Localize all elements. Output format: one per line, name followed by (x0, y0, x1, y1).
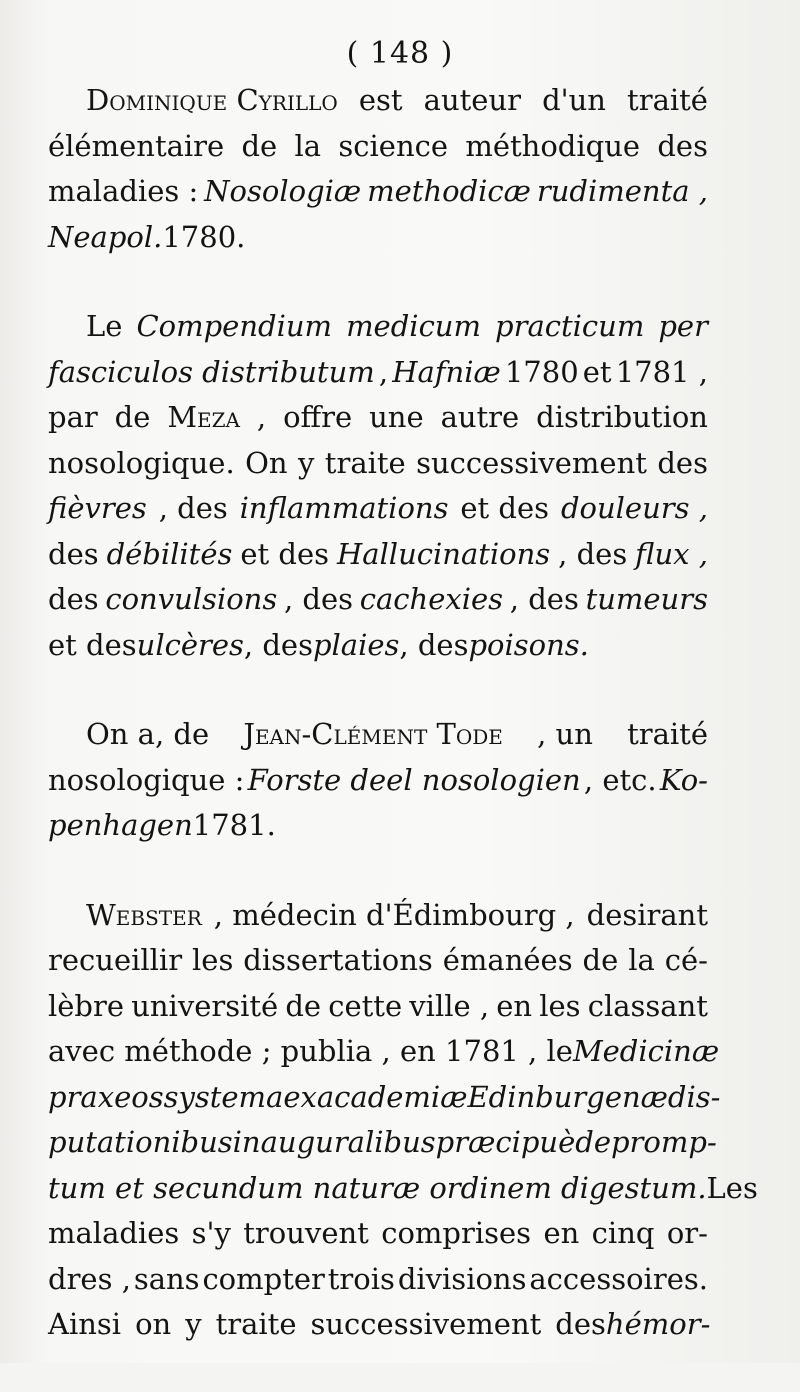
italic-word: douleurs , (560, 491, 708, 525)
word: , (256, 400, 267, 434)
author-name: Meza (167, 400, 240, 434)
word: , des (243, 627, 313, 662)
italic-word: tumeurs (585, 582, 708, 616)
word: comprises (381, 1216, 532, 1250)
italic-word: Edinburgenæ (467, 1079, 668, 1114)
italic-word: plaies (312, 627, 400, 662)
italic-word: rudimenta , (536, 174, 708, 208)
word: y (297, 445, 315, 480)
italic-word: præcipuè (435, 1125, 576, 1159)
paragraph (48, 78, 708, 260)
word: en (496, 988, 533, 1023)
italic-word: academiæ (316, 1079, 468, 1114)
word: classant (587, 988, 708, 1023)
word: ville , (409, 988, 490, 1023)
word: , des (509, 582, 579, 616)
italic-word: hémor- (605, 1307, 711, 1341)
italic-word: Ko- (659, 762, 708, 797)
word: avec méthode ; publia , en 1781 , le (48, 1034, 573, 1068)
word: maladies : (48, 174, 199, 208)
word: des (48, 536, 99, 571)
italic-word: Nosologiæ (204, 174, 362, 208)
word: et des (460, 491, 550, 525)
text-line (48, 1166, 758, 1212)
italic-word: praxeos (48, 1079, 164, 1114)
word: , médecin d'Édimbourg , (213, 897, 575, 932)
italic-word: practicum (495, 309, 645, 343)
text-line (48, 486, 708, 532)
word: la (294, 128, 322, 163)
word: et des (48, 627, 137, 662)
word: des (555, 1307, 606, 1341)
word: recueillir (48, 943, 183, 977)
word: trois (327, 1261, 395, 1296)
text-line (48, 1257, 708, 1303)
italic-word: débilités (106, 536, 233, 571)
italic-word: fièvres (48, 491, 147, 525)
word: en (543, 1216, 580, 1250)
word: de (582, 943, 619, 977)
italic-word: ulcères (136, 627, 244, 662)
text-line (48, 623, 708, 669)
text-line (48, 577, 708, 623)
word: science (338, 128, 449, 163)
word: nosologique : (48, 762, 245, 797)
word: traité (627, 717, 708, 751)
word: traite (324, 445, 406, 480)
word: successivement (310, 1307, 542, 1341)
word: est (358, 83, 403, 117)
word: des (657, 445, 708, 480)
word: 1781 , (615, 354, 708, 389)
word: dissertations (243, 943, 433, 977)
word: nosologique. (48, 445, 235, 480)
word: la (628, 943, 655, 977)
word: Ainsi (48, 1307, 122, 1341)
word: on (135, 1307, 172, 1341)
italic-word: Hallucinations (336, 536, 551, 571)
italic-word: Hafniæ (392, 354, 501, 389)
italic-word: inauguralibus (232, 1125, 436, 1159)
word: 1780 (504, 354, 579, 389)
text-line (48, 124, 708, 170)
word: 1780. (162, 219, 246, 254)
word: successivement (416, 445, 647, 480)
text-line (48, 938, 708, 984)
text-line (48, 1120, 717, 1166)
word: une (369, 400, 424, 434)
word: offre (283, 400, 353, 434)
word: autre (440, 400, 520, 434)
italic-word: tum et secundum naturæ ordinem digestum. (48, 1170, 707, 1205)
word: méthodique (465, 128, 641, 163)
italic-word: inflammations (239, 491, 449, 525)
word: compter (202, 1261, 325, 1296)
word: de (114, 400, 151, 434)
author-name: Dominique Cyrillo (86, 83, 338, 117)
word: maladies (48, 1216, 180, 1250)
word: sans (133, 1261, 200, 1296)
italic-word: dis- (667, 1079, 721, 1114)
italic-word: poisons. (468, 627, 589, 662)
word: et des (240, 536, 329, 571)
word: cinq (591, 1216, 655, 1250)
text-line (48, 758, 708, 804)
italic-word: putationibus (48, 1125, 233, 1159)
italic-word: medicum (346, 309, 481, 343)
text-line (48, 304, 708, 350)
italic-word: systema (163, 1079, 284, 1114)
italic-word: Compendium (136, 309, 333, 343)
word: trouvent (243, 1216, 369, 1250)
text-line (48, 350, 708, 396)
text-line (48, 395, 708, 441)
word: cette (328, 988, 403, 1023)
word: traite (215, 1307, 297, 1341)
word: auteur (423, 83, 521, 117)
word: s'y (191, 1216, 231, 1250)
word: de (285, 988, 322, 1023)
word: divisions (397, 1261, 527, 1296)
text-line (48, 893, 708, 939)
word: Les (706, 1170, 758, 1205)
italic-word: Neapol. (48, 219, 163, 254)
italic-word: per (658, 309, 708, 343)
paragraph (48, 712, 708, 849)
text-line (48, 532, 708, 578)
word: desirant (586, 897, 708, 932)
word: , un (537, 717, 593, 751)
word: dres , (48, 1261, 131, 1296)
italic-word: Medicinæ (572, 1034, 720, 1068)
word: accessoires. (529, 1261, 708, 1296)
word: y (185, 1307, 202, 1341)
word: lèbre (48, 988, 125, 1023)
italic-word: flux , (635, 536, 708, 571)
word: et (582, 354, 612, 389)
word: par (48, 400, 98, 434)
word: de (241, 128, 278, 163)
text-line (48, 803, 708, 849)
text-line (48, 1075, 721, 1121)
word: émanées (442, 943, 573, 977)
italic-word: Forste deel nosologien (247, 762, 581, 797)
word: les (192, 943, 234, 977)
italic-word: penhagen (48, 808, 193, 842)
page-number: ( 148 ) (346, 36, 454, 71)
word: des (48, 582, 99, 616)
word: , des (399, 627, 469, 662)
word: Le (86, 309, 123, 343)
word: distribution (536, 400, 708, 434)
word: université (131, 988, 279, 1023)
word: , des (558, 536, 628, 571)
word: 1781. (192, 808, 276, 842)
text-line (48, 984, 708, 1030)
word: , etc. (583, 762, 657, 797)
italic-word: convulsions (105, 582, 278, 616)
italic-word: methodicæ (367, 174, 531, 208)
text-line (48, 441, 708, 487)
text-line (48, 712, 708, 758)
word: On (245, 445, 288, 480)
text-line (48, 1302, 711, 1348)
word: , (378, 354, 389, 389)
word: cé- (664, 943, 708, 977)
text-line (48, 215, 708, 261)
body-text (48, 78, 758, 1392)
text-line (48, 78, 708, 124)
italic-word: depromp- (575, 1125, 717, 1159)
word: les (539, 988, 581, 1023)
italic-word: cachexies (359, 582, 504, 616)
word: des (657, 128, 708, 163)
author-name: Jean-Clément Tode (243, 717, 503, 751)
paragraph (48, 304, 708, 668)
text-line (48, 1029, 720, 1075)
word: élémentaire (48, 128, 225, 163)
word: On a, de (86, 717, 210, 751)
word: , des (158, 491, 228, 525)
author-name: Webster (86, 897, 202, 932)
word: or- (666, 1216, 708, 1250)
paragraph (48, 893, 758, 1348)
italic-word: fasciculos distributum (48, 354, 375, 389)
word: , des (283, 582, 354, 616)
text-line (48, 1211, 708, 1257)
text-line (48, 169, 708, 215)
word: traité (627, 83, 708, 117)
word: d'un (542, 83, 606, 117)
italic-word: ex (283, 1079, 317, 1114)
